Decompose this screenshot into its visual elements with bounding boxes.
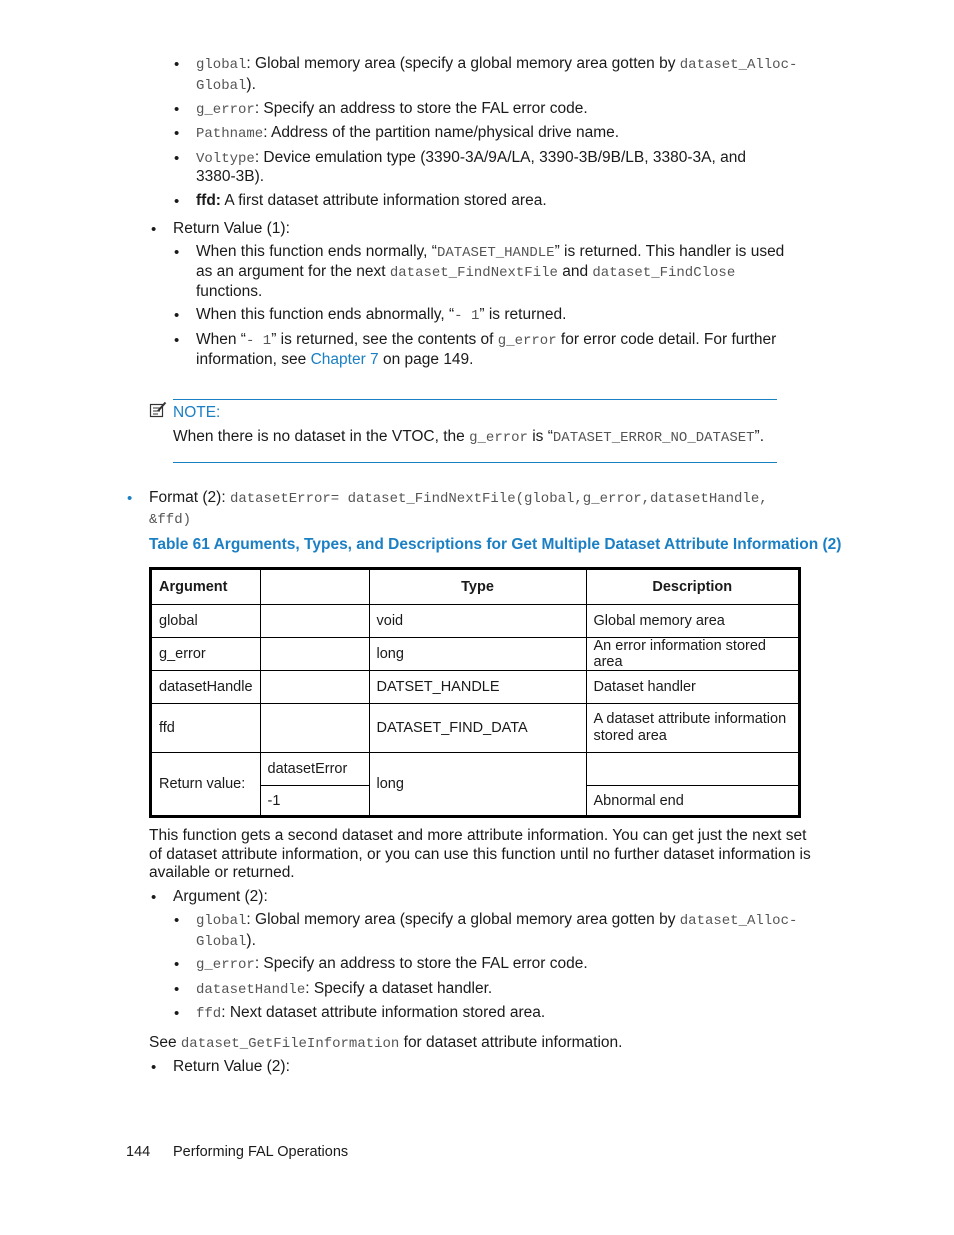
table-row-return [151,753,800,786]
arg2-datasethandle: datasetHandle: Specify a dataset handler. [196,980,493,998]
bullet: • [174,307,180,324]
arg1-voltype: Voltype: Device emulation type (3390-3A/9A/LA, 3390-3B/9B/LB, 3380-3A, and [196,149,746,167]
cell-return-sub2: -1 [260,786,369,817]
note-text: When there is no dataset in the VTOC, the g_error is “DATASET_ERROR_NO_DATASET”. [173,428,764,446]
ret1-normal-cont2: functions. [196,283,263,300]
arg2-ffd: ffd: Next dataset attribute information stored area. [196,1004,546,1022]
bullet: • [151,221,157,238]
para-line-2: of dataset attribute information, or you can use this function until no further dataset information is [149,846,811,863]
format2-cont: &ffd) [149,512,192,528]
bullet: • [174,244,180,261]
cell-return-desc2: Abnormal end [586,786,799,817]
format2: Format (2): datasetError= dataset_FindNextFile(global,g_error,datasetHandle, [149,489,768,507]
bullet: • [174,956,180,973]
header-argument: Argument [151,569,261,605]
bullet: • [127,490,133,507]
bullet: • [174,150,180,167]
arg1-voltype-cont: 3380-3B). [196,168,265,185]
cell-return-label: Return value: [151,753,261,817]
cell-return-type: long [369,753,586,817]
cell-argument: g_error [151,638,261,671]
ret1-normal-cont: as an argument for the next dataset_FindNextFile and dataset_FindClose [196,263,736,281]
bullet: • [174,1005,180,1022]
cell-type: DATSET_HANDLE [369,671,586,704]
cell-blank [260,704,369,753]
header-description: Description [586,569,799,605]
ret1-when-cont: information, see Chapter 7 on page 149. [196,351,474,368]
table-row [151,671,800,704]
cell-return-desc1 [586,753,799,786]
arg2-title: Argument (2): [173,888,268,905]
cell-type: DATASET_FIND_DATA [369,704,586,753]
ret1-abnormal: When this function ends abnormally, “- 1” is returned. [196,306,567,324]
cell-type: void [369,605,586,638]
note-label: NOTE: [173,404,221,421]
footer-section: Performing FAL Operations [173,1144,349,1160]
note-top-rule [173,399,777,400]
arg2-global-cont: Global). [196,932,256,950]
cell-description: A dataset attribute information stored area [586,704,799,753]
arguments-table [149,567,801,818]
ret1-title: Return Value (1): [173,220,290,237]
ret1-when: When “- 1” is returned, see the contents of g_error for error code detail. For further [196,331,777,349]
table-caption: Table 61 Arguments, Types, and Descriptions for Get Multiple Dataset Attribute Information (2) [149,536,842,553]
table-row [151,605,800,638]
bullet: • [174,981,180,998]
note-icon [149,401,167,418]
table-header-row [151,569,800,605]
page-number: 144 [126,1144,151,1160]
cell-blank [260,671,369,704]
arg1-global: global: Global memory area (specify a global memory area gotten by dataset_Alloc- [196,55,798,73]
bullet: • [174,125,180,142]
para-line-1: This function gets a second dataset and more attribute information. You can get just the next set [149,827,807,844]
arg1-gerror: g_error: Specify an address to store the FAL error code. [196,100,588,118]
note-bottom-rule [173,462,777,463]
bullet: • [174,912,180,929]
table-row [151,704,800,753]
bullet: • [151,889,157,906]
cell-blank [260,638,369,671]
cell-description: Global memory area [586,605,799,638]
cell-argument: datasetHandle [151,671,261,704]
arg2-global: global: Global memory area (specify a global memory area gotten by dataset_Alloc- [196,911,798,929]
arg1-ffd: ffd: A first dataset attribute information stored area. [196,192,547,209]
cell-blank [260,605,369,638]
cell-return-sub1: datasetError [260,753,369,786]
cell-argument: ffd [151,704,261,753]
arg1-global-cont: Global). [196,76,256,94]
bullet: • [174,56,180,73]
bullet: • [151,1059,157,1076]
arg2-gerror: g_error: Specify an address to store the FAL error code. [196,955,588,973]
cell-description: An error information stored area [586,638,799,671]
cell-argument: global [151,605,261,638]
bullet: • [174,193,180,210]
bullet: • [174,101,180,118]
header-type: Type [369,569,586,605]
para-line-3: available or returned. [149,864,295,881]
cell-description: Dataset handler [586,671,799,704]
see-line: See dataset_GetFileInformation for dataset attribute information. [149,1034,623,1052]
arg1-pathname: Pathname: Address of the partition name/physical drive name. [196,124,620,142]
header-blank [260,569,369,605]
table-row [151,638,800,671]
chapter-7-link[interactable]: Chapter 7 [310,351,379,368]
ret2-title: Return Value (2): [173,1058,290,1075]
bullet: • [174,332,180,349]
ret1-normal: When this function ends normally, “DATASET_HANDLE” is returned. This handler is used [196,243,785,261]
cell-type: long [369,638,586,671]
